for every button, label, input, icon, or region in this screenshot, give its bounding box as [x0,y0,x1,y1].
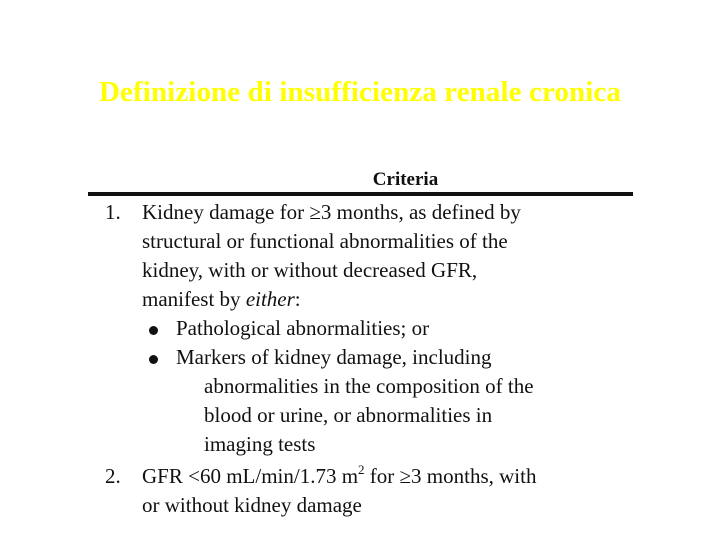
bullet-dot-icon [149,326,158,335]
criteria-heading: Criteria [372,169,439,190]
manifest-prefix: manifest by [142,287,246,311]
bullet-continuation: imaging tests [204,432,316,456]
bullet-text: Markers of kidney damage, including [176,345,492,369]
criterion-line: structural or functional abnormalities of the [142,229,508,253]
criterion-line: or without kidney damage [142,493,362,517]
criterion-line-manifest [142,285,301,315]
bullet-continuation: blood or urine, or abnormalities in [204,403,493,427]
manifest-suffix: : [294,287,301,311]
bullet-continuation: abnormalities in the composition of the [204,374,534,398]
criteria-table [88,168,633,517]
criterion-number: 1. [105,200,121,224]
bullet-dot-icon [149,355,158,364]
gfr-superscript: 2 [358,462,365,477]
bullet-text: Pathological abnormalities; or [176,316,430,340]
slide-title: Definizione di insufficienza renale cronica [99,76,621,108]
gfr-prefix: GFR <60 mL/min/1.73 m [142,464,359,488]
manifest-emphasis: either [245,287,295,311]
criterion-line: Kidney damage for ≥3 months, as defined by [142,200,521,224]
criterion-line: kidney, with or without decreased GFR, [142,258,478,282]
gfr-suffix: for ≥3 months, with [364,464,537,488]
heading-divider [88,192,633,196]
criterion-number: 2. [105,464,121,488]
criterion-line-gfr [142,462,536,492]
